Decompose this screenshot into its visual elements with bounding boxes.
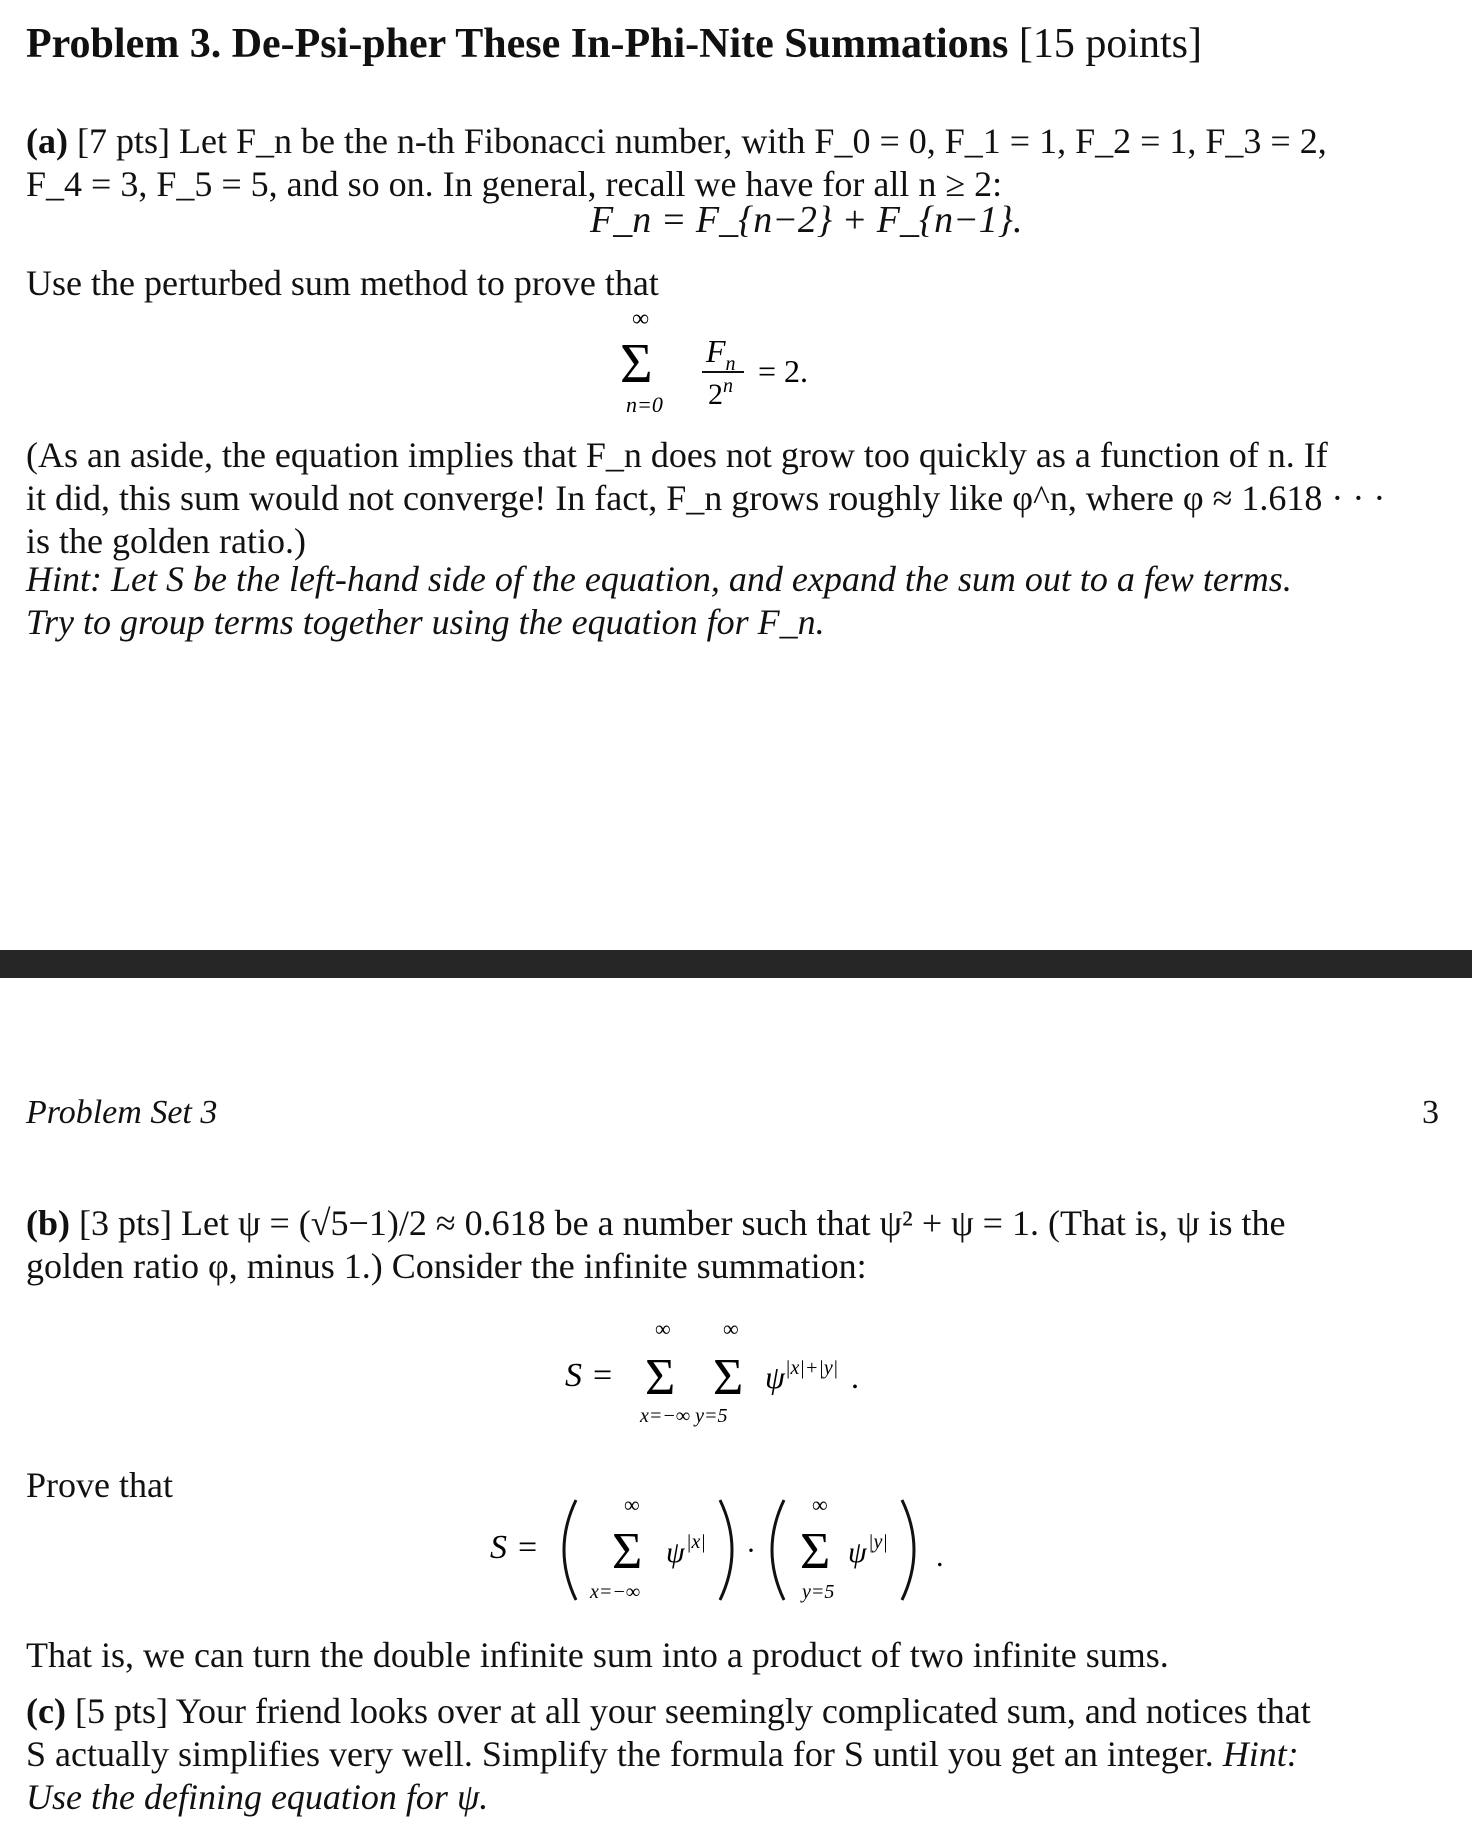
problem-set-header: Problem Set 3: [26, 1094, 218, 1131]
part-a-hint: Hint: Let S be the left-hand side of the equation, and expand the sum out to a few terms. Try to group terms together using the equation for F_n.: [26, 559, 1292, 642]
page-number: 3: [1422, 1094, 1439, 1131]
svg-text:S: S: [490, 1529, 507, 1566]
part-a-intro: (a) [7 pts] Let F_n be the n-th Fibonacci number, with F_0 = 0, F_1 = 1, F_2 = 1, F_3 = 2, F_4 = 3, F_5 = 5, and so on. In general, recall we have for all n ≥ 2:: [26, 121, 1327, 204]
svg-text:Σ: Σ: [612, 1523, 643, 1580]
prove-that-label: Prove that: [26, 1465, 173, 1505]
svg-text:∞: ∞: [655, 1318, 671, 1341]
svg-text:y=5: y=5: [802, 1581, 835, 1603]
svg-text:·: ·: [746, 1534, 756, 1567]
page-separator-bar: [0, 950, 1472, 978]
part-a-aside: (As an aside, the equation implies that F_n does not grow too quickly as a function of n. If it did, this sum would not converge! In fact, F_n grows roughly like φ^n, where φ ≈ 1.618 · · · is the golden ratio.): [26, 435, 1386, 561]
svg-text:n=0: n=0: [626, 392, 663, 417]
double-sum-definition: [565, 1318, 925, 1428]
product-of-sums: [490, 1490, 990, 1610]
product-figure: [490, 1490, 990, 1610]
svg-text:∞: ∞: [632, 312, 650, 332]
svg-text:Σ: Σ: [620, 333, 653, 395]
svg-text:S: S: [565, 1357, 582, 1394]
svg-text:Fn: $F_n$: [706, 333, 736, 375]
svg-text:ψ: ψ: [848, 1536, 867, 1569]
svg-text:x=−∞: x=−∞: [590, 1581, 641, 1603]
svg-text:|x|+|y|: |x|+|y|: [785, 1357, 839, 1379]
svg-text:∞: ∞: [812, 1492, 828, 1517]
svg-text:=: =: [593, 1357, 613, 1394]
svg-text:=: =: [518, 1529, 538, 1566]
part-c-text: (c) [5 pts] Your friend looks over at all your seemingly complicated sum, and notices that S actually simplifies very well. Simplify the formula for S until you get an integer. Hint: Use the defining equation for ψ.: [26, 1691, 1311, 1817]
double-sum-figure: [565, 1318, 925, 1428]
svg-text:Σ: Σ: [645, 1349, 676, 1406]
part-b-intro: (b) [3 pts] Let ψ = (√5−1)/2 ≈ 0.618 be a number such that ψ² + ψ = 1. (That is, ψ is the golden ratio φ, minus 1.) Consider the infinite summation:: [26, 1203, 1286, 1286]
svg-text:ψ: ψ: [666, 1536, 685, 1569]
svg-text:.: .: [851, 1359, 859, 1395]
svg-text:2n: 2$^n$: [708, 375, 733, 411]
svg-text:|y|: |y|: [868, 1531, 888, 1553]
svg-text:Σ: Σ: [713, 1349, 744, 1406]
svg-text:x=−∞ y=5: x=−∞ y=5: [640, 1405, 728, 1427]
sum-equation-figure: [620, 312, 860, 422]
recurrence-equation: F_n = F_{n−2} + F_{n−1}.: [590, 199, 1023, 241]
page-bottom: [0, 978, 1472, 1844]
fibonacci-sum-equation: [620, 312, 860, 422]
svg-text:.: .: [936, 1540, 944, 1573]
svg-text:∞: ∞: [723, 1318, 739, 1341]
svg-text:Σ: Σ: [800, 1523, 831, 1580]
svg-text:|x|: |x|: [686, 1531, 706, 1553]
svg-text:ψ: ψ: [765, 1359, 785, 1395]
svg-text:= 2.: = 2.: [758, 353, 809, 389]
svg-text:∞: ∞: [624, 1492, 640, 1517]
part-a-instruction: Use the perturbed sum method to prove that: [26, 263, 659, 303]
problem-title: Problem 3. De-Psi-pher These In-Phi-Nite Summations [15 points]: [26, 21, 1202, 67]
part-b-conclusion: That is, we can turn the double infinite sum into a product of two infinite sums.: [26, 1635, 1169, 1675]
